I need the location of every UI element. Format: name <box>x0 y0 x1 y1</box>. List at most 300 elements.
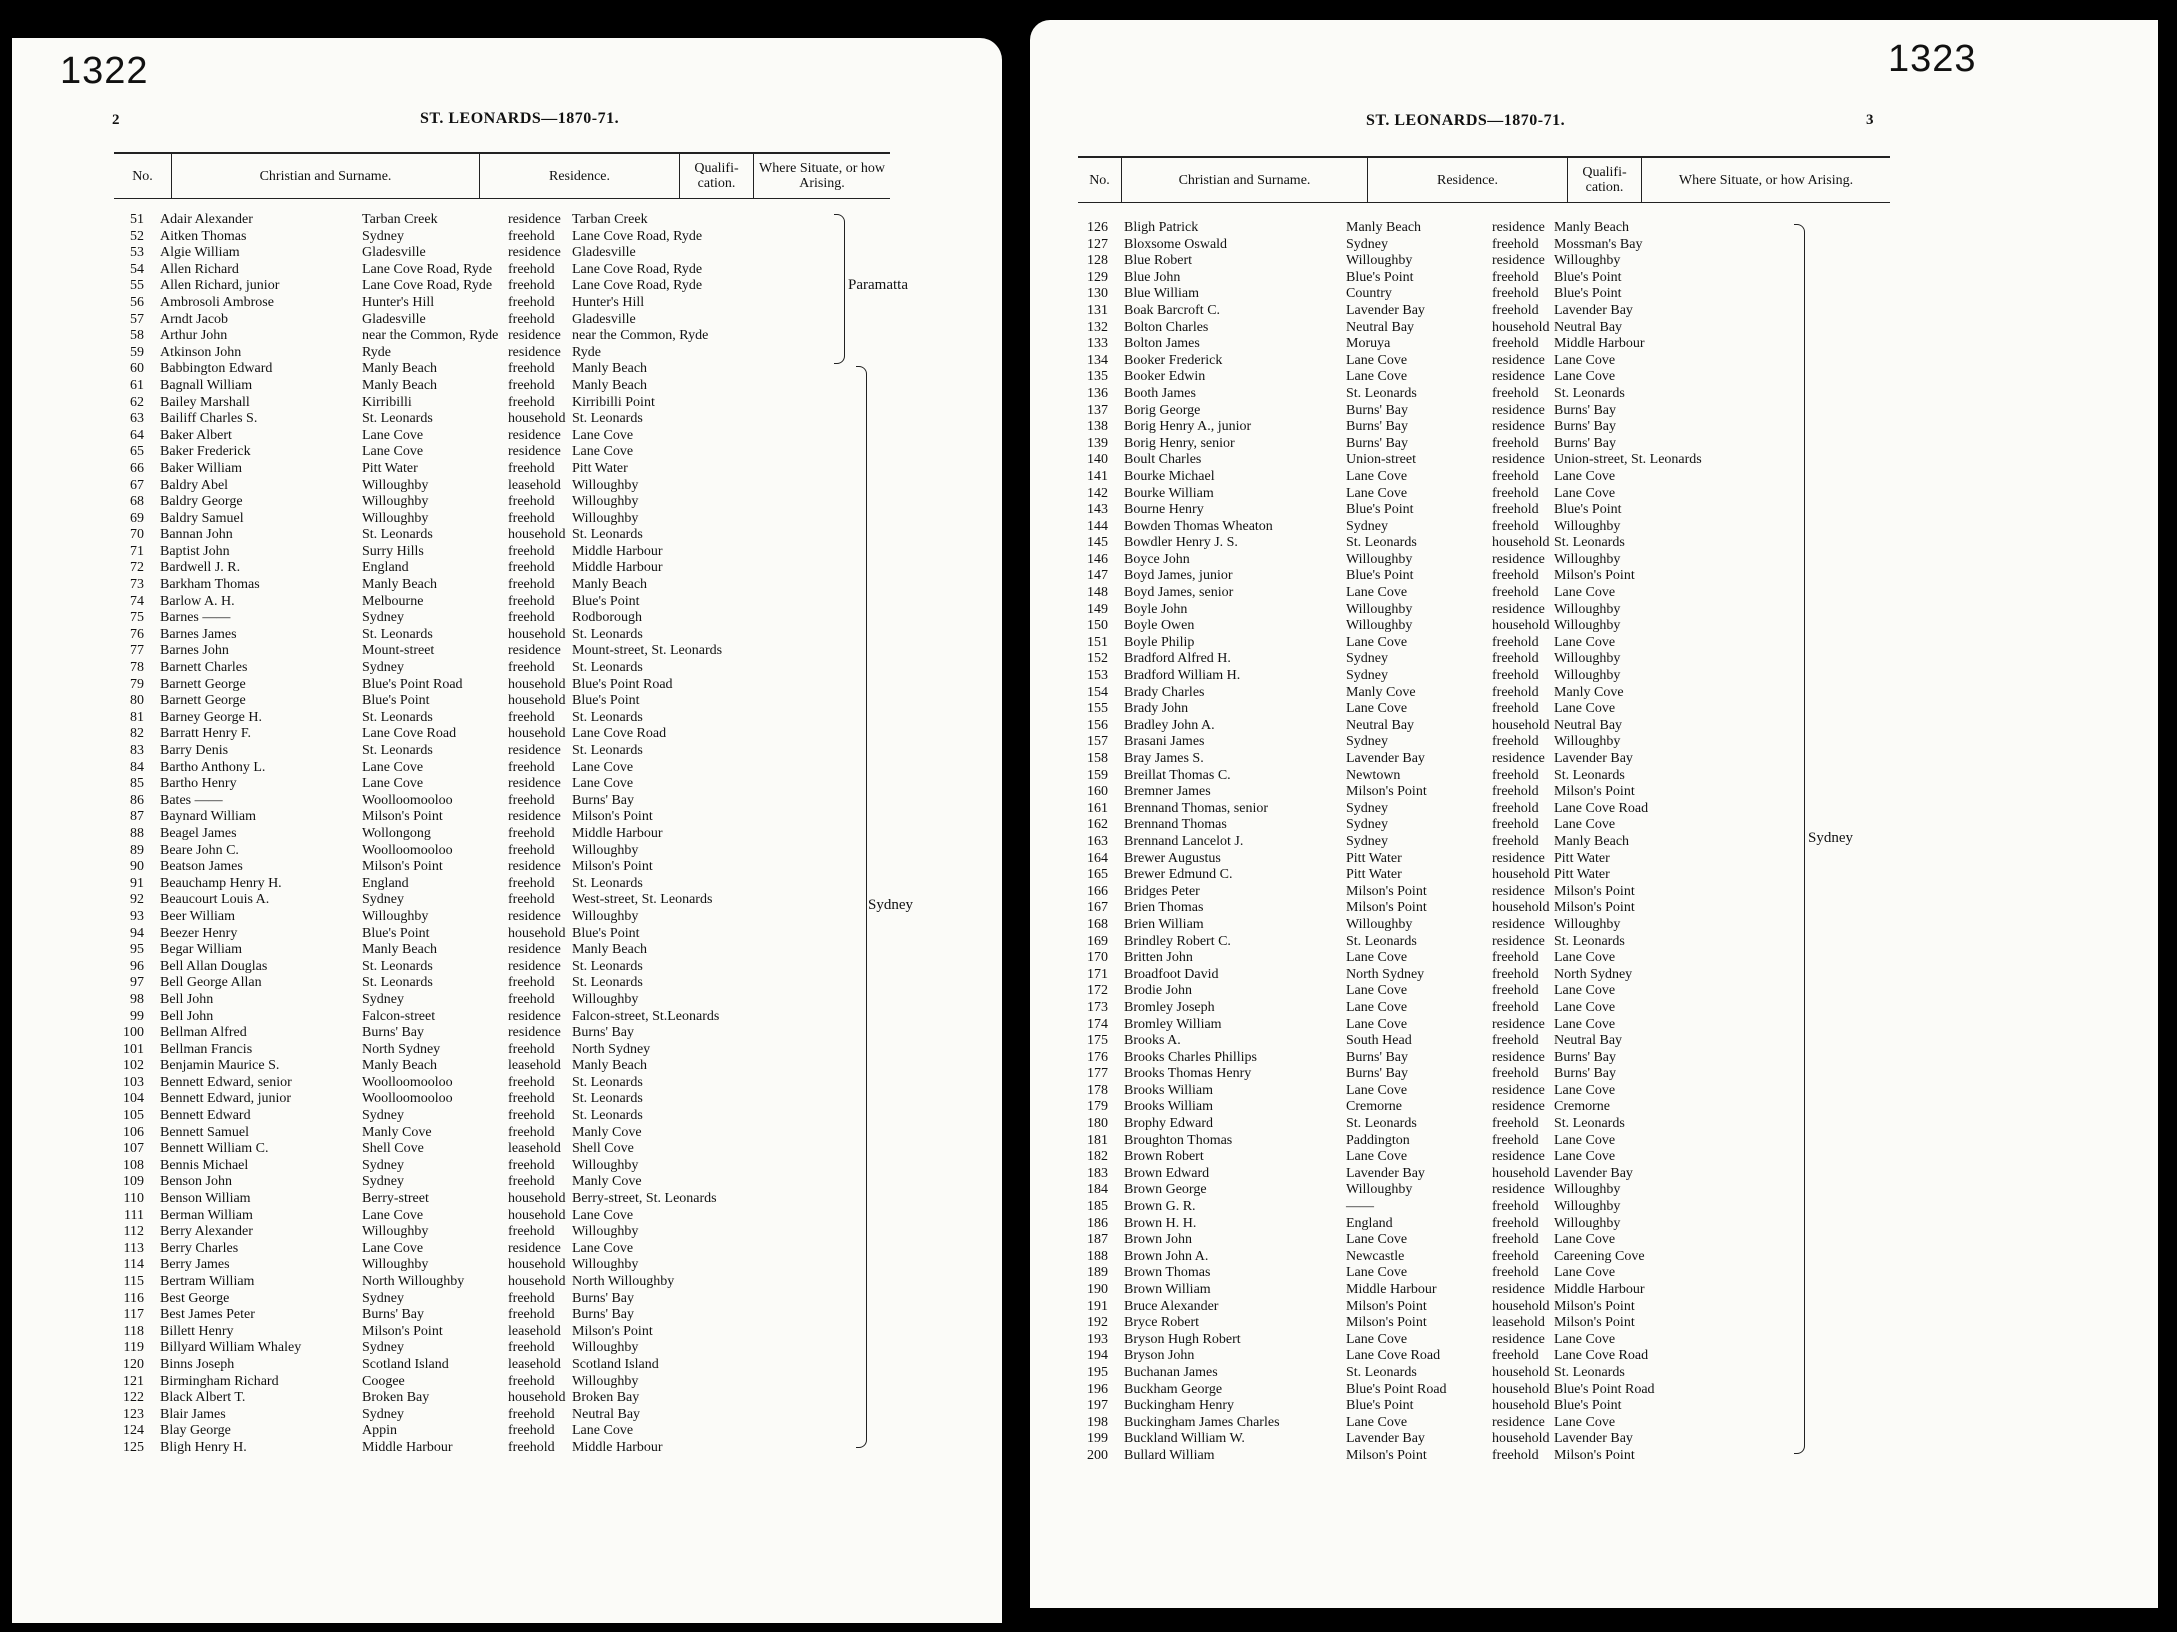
entry-name: Brown Edward <box>1124 1165 1210 1181</box>
entry-qualification: residence <box>508 328 561 344</box>
entry-residence: St. Leonards <box>1346 933 1417 949</box>
entry-qualification: residence <box>508 743 561 758</box>
entry-name: Britten John <box>1124 950 1193 966</box>
list-item <box>1066 535 1806 552</box>
entry-qualification: residence <box>1492 452 1545 468</box>
list-item <box>110 1208 850 1225</box>
entry-name: Berry Alexander <box>160 1224 253 1240</box>
entry-qualification: freehold <box>508 1439 555 1455</box>
entry-residence: Berry-street <box>362 1191 429 1207</box>
entry-where: Scotland Island <box>572 1356 659 1372</box>
entry-where: Willoughby <box>1554 1215 1621 1231</box>
entry-residence: Milson's Point <box>1346 1298 1427 1314</box>
entry-number: 171 <box>1087 966 1108 982</box>
entry-where: Willoughby <box>1554 253 1621 269</box>
entry-name: Allen Richard, junior <box>160 278 280 294</box>
entry-name: Brown George <box>1124 1182 1207 1198</box>
entry-where: Lane Cove <box>1554 999 1616 1015</box>
list-item <box>1066 1066 1806 1083</box>
list-item <box>1066 1099 1806 1116</box>
entry-residence: Burns' Bay <box>362 1307 425 1323</box>
entry-residence: Pitt Water <box>1346 850 1402 866</box>
entry-qualification: freehold <box>1492 784 1539 800</box>
entry-where: St. Leonards <box>1554 535 1625 551</box>
entry-residence: Mount-street <box>362 643 435 659</box>
list-item <box>110 1407 850 1424</box>
entry-qualification: household <box>508 1257 566 1273</box>
list-item <box>110 1390 850 1407</box>
entry-qualification: freehold <box>508 510 555 526</box>
entry-name: Bligh Henry H. <box>160 1439 247 1455</box>
entry-residence: Lane Cove <box>1346 1016 1408 1032</box>
entry-where: Blue's Point <box>1554 502 1622 518</box>
list-item <box>110 1174 850 1191</box>
entry-qualification: freehold <box>1492 236 1539 252</box>
entry-qualification: freehold <box>508 543 555 559</box>
entry-where: Burns' Bay <box>1554 402 1617 418</box>
entry-qualification: freehold <box>508 1091 555 1107</box>
entry-residence: Lane Cove <box>1346 352 1408 368</box>
entry-number: 165 <box>1087 867 1108 883</box>
entry-name: Brien William <box>1124 916 1204 932</box>
entry-where: Willoughby <box>572 1257 639 1273</box>
entry-name: Brien Thomas <box>1124 900 1204 916</box>
entry-qualification: freehold <box>508 311 555 327</box>
entry-residence: Willoughby <box>362 510 429 526</box>
entry-where: Broken Bay <box>572 1390 640 1406</box>
entry-where: Blue's Point <box>1554 286 1622 302</box>
entry-residence: Wollongong <box>362 825 431 841</box>
entry-residence: St. Leonards <box>1346 1116 1417 1132</box>
entry-residence: Coogee <box>362 1373 405 1389</box>
entry-residence: Lane Cove <box>362 776 424 792</box>
entry-residence: Blue's Point <box>362 925 430 941</box>
entry-name: Brady Charles <box>1124 684 1205 700</box>
list-item <box>1066 336 1806 353</box>
entry-number: 139 <box>1087 435 1108 451</box>
list-item <box>110 1158 850 1175</box>
entry-residence: Lane Cove <box>1346 1082 1408 1098</box>
list-item <box>110 1257 850 1274</box>
right-brace-sydney <box>1794 224 1805 1454</box>
entry-number: 148 <box>1087 585 1108 601</box>
entry-name: Blue William <box>1124 286 1200 302</box>
entry-qualification: freehold <box>508 1074 555 1090</box>
entry-where: Manly Cove <box>572 1174 642 1190</box>
entry-where: Willoughby <box>572 1373 639 1389</box>
header-residence: Residence. <box>480 154 680 198</box>
entry-where: Mount-street, St. Leonards <box>572 643 723 659</box>
entry-where: Cremorne <box>1554 1099 1610 1115</box>
list-item <box>1066 320 1806 337</box>
entry-name: Blue John <box>1124 269 1181 285</box>
list-item <box>110 909 850 926</box>
entry-number: 87 <box>130 809 144 825</box>
entry-number: 183 <box>1087 1165 1108 1181</box>
right-page-stamp: 1323 <box>1888 38 1977 80</box>
entry-where: St. Leonards <box>1554 767 1625 783</box>
entry-where: Willoughby <box>1554 601 1621 617</box>
entry-number: 185 <box>1087 1199 1108 1215</box>
list-item <box>1066 1216 1806 1233</box>
entry-residence: Blue's Point <box>1346 1398 1414 1414</box>
list-item <box>110 1423 850 1440</box>
entry-qualification: freehold <box>508 361 555 377</box>
entry-where: near the Common, Ryde <box>572 328 709 344</box>
entry-name: Benson William <box>160 1191 251 1207</box>
list-item <box>1066 486 1806 503</box>
entry-qualification: residence <box>1492 1414 1545 1430</box>
entry-where: Burns' Bay <box>1554 419 1617 435</box>
entry-number: 92 <box>130 892 144 908</box>
list-item <box>110 776 850 793</box>
entry-residence: Lane Cove <box>362 759 424 775</box>
entry-residence: Sydney <box>362 610 404 626</box>
header-residence: Residence. <box>1368 158 1568 202</box>
entry-residence: Sydney <box>1346 236 1388 252</box>
list-item <box>110 876 850 893</box>
entry-where: Burns' Bay <box>572 792 635 808</box>
entry-residence: Willoughby <box>1346 916 1413 932</box>
entry-number: 112 <box>123 1224 144 1240</box>
entry-number: 100 <box>123 1025 144 1041</box>
entry-qualification: freehold <box>508 1290 555 1306</box>
entry-number: 196 <box>1087 1381 1108 1397</box>
entry-name: Brennand Lancelot J. <box>1124 833 1244 849</box>
entry-number: 145 <box>1087 535 1108 551</box>
entry-name: Brooks Thomas Henry <box>1124 1066 1252 1082</box>
entry-qualification: household <box>1492 900 1550 916</box>
entry-name: Ambrosoli Ambrose <box>160 294 274 310</box>
entry-number: 105 <box>123 1108 144 1124</box>
entry-number: 187 <box>1087 1232 1108 1248</box>
entry-qualification: residence <box>1492 419 1545 435</box>
list-item <box>110 743 850 760</box>
entry-residence: North Sydney <box>362 1041 441 1057</box>
list-item <box>110 594 850 611</box>
entry-name: Brooks Charles Phillips <box>1124 1049 1258 1065</box>
entry-number: 172 <box>1087 983 1108 999</box>
entry-residence: Milson's Point <box>1346 1447 1427 1463</box>
entry-name: Bell John <box>160 991 214 1007</box>
entry-qualification: household <box>1492 1381 1550 1397</box>
entry-where: Willoughby <box>572 991 639 1007</box>
entry-where: Pitt Water <box>1554 850 1610 866</box>
district-label-paramatta: Paramatta <box>848 277 908 293</box>
entry-residence: Lane Cove <box>1346 634 1408 650</box>
entry-number: 106 <box>123 1124 144 1140</box>
entry-number: 101 <box>123 1041 144 1057</box>
entry-name: Baldry Samuel <box>160 510 244 526</box>
entry-qualification: freehold <box>1492 1033 1539 1049</box>
entry-qualification: freehold <box>1492 800 1539 816</box>
entry-name: Boyle John <box>1124 601 1188 617</box>
entry-qualification: freehold <box>508 294 555 310</box>
list-item <box>110 942 850 959</box>
entry-qualification: residence <box>1492 402 1545 418</box>
entry-qualification: freehold <box>508 577 555 593</box>
list-item <box>110 1075 850 1092</box>
entry-qualification: freehold <box>1492 1066 1539 1082</box>
entry-where: Lane Cove <box>1554 1265 1616 1281</box>
entry-residence: Manly Beach <box>1346 220 1422 235</box>
list-item <box>1066 568 1806 585</box>
entry-where: Gladesville <box>572 311 636 327</box>
list-item <box>110 926 850 943</box>
entry-where: Burns' Bay <box>572 1307 635 1323</box>
entry-number: 126 <box>1087 220 1108 235</box>
list-item <box>1066 983 1806 1000</box>
entry-residence: Neutral Bay <box>1346 319 1415 335</box>
list-item <box>110 461 850 478</box>
entry-name: Brown John <box>1124 1232 1193 1248</box>
entry-qualification: residence <box>508 859 561 875</box>
entry-number: 51 <box>130 212 144 227</box>
entry-residence: Tarban Creek <box>362 212 438 227</box>
entry-number: 108 <box>123 1157 144 1173</box>
entry-name: Bennett William C. <box>160 1141 269 1157</box>
entry-where: Lane Cove <box>572 427 634 443</box>
entry-qualification: residence <box>508 444 561 460</box>
list-item <box>110 577 850 594</box>
entry-qualification: residence <box>1492 1099 1545 1115</box>
entry-qualification: household <box>508 411 566 427</box>
left-page-title: ST. LEONARDS—1870-71. <box>420 110 620 127</box>
entry-name: Best James Peter <box>160 1307 255 1323</box>
entry-name: Beer William <box>160 908 235 924</box>
entry-number: 193 <box>1087 1331 1108 1347</box>
entry-where: Careening Cove <box>1554 1248 1645 1264</box>
list-item <box>110 809 850 826</box>
entry-qualification: household <box>1492 867 1550 883</box>
list-item <box>110 1274 850 1291</box>
list-item <box>110 793 850 810</box>
entry-where: Neutral Bay <box>1554 1033 1623 1049</box>
list-item <box>1066 1315 1806 1332</box>
entry-qualification: residence <box>1492 551 1545 567</box>
list-item <box>1066 253 1806 270</box>
entry-residence: Lane Cove <box>1346 1414 1408 1430</box>
entry-name: Allen Richard <box>160 261 239 277</box>
entry-residence: Willoughby <box>362 494 429 510</box>
entry-qualification: freehold <box>508 660 555 676</box>
entry-name: Baldry George <box>160 494 243 510</box>
entry-qualification: freehold <box>508 1373 555 1389</box>
list-item <box>1066 685 1806 702</box>
right-table-header <box>1078 156 1890 203</box>
entry-where: Lane Cove <box>1554 817 1616 833</box>
entry-qualification: freehold <box>508 875 555 891</box>
entry-number: 179 <box>1087 1099 1108 1115</box>
entry-where: Lane Cove Road, Ryde <box>572 278 703 294</box>
list-item <box>110 859 850 876</box>
entry-name: Buckingham James Charles <box>1124 1414 1280 1430</box>
entry-name: Brodie John <box>1124 983 1193 999</box>
list-item <box>1066 1382 1806 1399</box>
entry-name: Bryce Robert <box>1124 1315 1200 1331</box>
entry-residence: Pitt Water <box>1346 867 1402 883</box>
entry-name: Atkinson John <box>160 344 242 360</box>
entry-qualification: household <box>1492 319 1550 335</box>
entry-qualification: residence <box>1492 220 1545 235</box>
entry-name: Bryson John <box>1124 1348 1195 1364</box>
entry-where: Lane Cove Road <box>572 726 667 742</box>
entry-where: Willoughby <box>572 494 639 510</box>
entry-where: Middle Harbour <box>572 543 663 559</box>
entry-where: North Willoughby <box>572 1274 675 1289</box>
entry-qualification: freehold <box>1492 833 1539 849</box>
entry-where: Blue's Point <box>1554 1398 1622 1414</box>
list-item <box>1066 1033 1806 1050</box>
entry-residence: Woolloomooloo <box>362 1074 453 1090</box>
entry-residence: Milson's Point <box>362 809 443 825</box>
entry-qualification: freehold <box>508 377 555 393</box>
entry-where: St. Leonards <box>1554 1364 1625 1380</box>
entry-residence: Country <box>1346 286 1392 302</box>
entry-number: 163 <box>1087 833 1108 849</box>
entry-residence: Neutral Bay <box>1346 717 1415 733</box>
entry-residence: Willoughby <box>1346 253 1413 269</box>
entry-qualification: residence <box>1492 850 1545 866</box>
list-item <box>110 975 850 992</box>
entry-where: Lane Cove <box>1554 1016 1616 1032</box>
entry-residence: Newcastle <box>1346 1248 1405 1264</box>
entry-number: 181 <box>1087 1132 1108 1148</box>
entry-number: 174 <box>1087 1016 1108 1032</box>
entry-name: Baldry Abel <box>160 477 229 493</box>
entry-number: 93 <box>130 908 144 924</box>
entry-number: 188 <box>1087 1248 1108 1264</box>
entry-qualification: residence <box>508 427 561 443</box>
entry-residence: Lavender Bay <box>1346 1431 1425 1447</box>
list-item <box>110 1291 850 1308</box>
list-item <box>110 262 850 279</box>
entry-where: St. Leonards <box>572 1091 643 1107</box>
entry-where: Lane Cove <box>1554 485 1616 501</box>
entry-where: St. Leonards <box>572 626 643 642</box>
entry-name: Aitken Thomas <box>160 228 247 244</box>
entry-where: Willoughby <box>572 908 639 924</box>
entry-residence: Woolloomooloo <box>362 842 453 858</box>
entry-qualification: freehold <box>1492 999 1539 1015</box>
entry-qualification: household <box>1492 1431 1550 1447</box>
entry-qualification: residence <box>508 942 561 958</box>
list-item <box>110 544 850 561</box>
entry-name: Begar William <box>160 942 242 958</box>
entry-qualification: freehold <box>508 1406 555 1422</box>
entry-number: 120 <box>123 1356 144 1372</box>
entry-number: 129 <box>1087 269 1108 285</box>
entry-where: Milson's Point <box>1554 1447 1635 1463</box>
list-item <box>110 444 850 461</box>
entry-number: 99 <box>130 1008 144 1024</box>
entry-residence: Blue's Point <box>1346 269 1414 285</box>
entry-number: 124 <box>123 1423 144 1439</box>
list-item <box>110 1091 850 1108</box>
entry-qualification: residence <box>1492 933 1545 949</box>
entry-number: 114 <box>123 1257 144 1273</box>
list-item <box>110 1191 850 1208</box>
entry-qualification: freehold <box>508 975 555 991</box>
entry-name: Barnett George <box>160 693 246 709</box>
entry-where: Berry-street, St. Leonards <box>572 1191 717 1207</box>
left-table-header <box>114 152 890 199</box>
list-item <box>110 959 850 976</box>
list-item <box>110 494 850 511</box>
entry-where: Lane Cove <box>1554 1132 1616 1148</box>
entry-name: Booker Edwin <box>1124 369 1206 385</box>
entry-name: Beezer Henry <box>160 925 238 941</box>
entry-residence: Lane Cove <box>1346 999 1408 1015</box>
entry-residence: Sydney <box>362 1290 404 1306</box>
entry-residence: Lane Cove <box>362 444 424 460</box>
entry-name: Berry James <box>160 1257 230 1273</box>
list-item <box>110 1374 850 1391</box>
entry-number: 158 <box>1087 751 1108 766</box>
entry-residence: Sydney <box>1346 518 1388 534</box>
entry-residence: St. Leonards <box>1346 535 1417 551</box>
entry-name: Beatson James <box>160 859 243 875</box>
entry-qualification: freehold <box>508 593 555 609</box>
entry-number: 198 <box>1087 1414 1108 1430</box>
entry-where: Milson's Point <box>1554 784 1635 800</box>
entry-number: 98 <box>130 991 144 1007</box>
entry-number: 127 <box>1087 236 1108 252</box>
list-item <box>1066 1199 1806 1216</box>
entry-qualification: freehold <box>508 228 555 244</box>
list-item <box>1066 668 1806 685</box>
entry-name: Bell Allan Douglas <box>160 958 268 974</box>
entry-where: St. Leonards <box>572 875 643 891</box>
entry-residence: Lane Cove <box>1346 369 1408 385</box>
entry-name: Bartho Henry <box>160 776 237 792</box>
entry-qualification: freehold <box>508 1340 555 1356</box>
entry-residence: St. Leonards <box>362 626 433 642</box>
entry-residence: Sydney <box>1346 833 1388 849</box>
entry-where: St. Leonards <box>1554 1116 1625 1132</box>
entry-number: 143 <box>1087 502 1108 518</box>
header-name: Christian and Surname. <box>172 154 480 198</box>
list-item <box>110 511 850 528</box>
list-item <box>110 677 850 694</box>
entry-name: Brooks A. <box>1124 1033 1181 1049</box>
entry-name: Buckingham Henry <box>1124 1398 1235 1414</box>
entry-qualification: freehold <box>1492 1447 1539 1463</box>
entry-number: 80 <box>130 693 144 709</box>
entry-residence: Lavender Bay <box>1346 751 1425 766</box>
list-item <box>110 892 850 909</box>
entry-number: 71 <box>130 543 144 559</box>
entry-where: Blue's Point <box>1554 269 1622 285</box>
entry-name: Brennand Thomas <box>1124 817 1227 833</box>
entry-where: Manly Beach <box>1554 833 1630 849</box>
entry-qualification: freehold <box>1492 568 1539 584</box>
entry-number: 79 <box>130 676 144 692</box>
entry-where: Blue's Point <box>572 593 640 609</box>
entry-where: Willoughby <box>1554 518 1621 534</box>
list-item <box>1066 552 1806 569</box>
entry-residence: St. Leonards <box>362 709 433 725</box>
entry-name: Beauchamp Henry H. <box>160 875 282 891</box>
entry-name: Barlow A. H. <box>160 593 235 609</box>
entry-residence: Sydney <box>362 228 404 244</box>
entry-residence: Appin <box>362 1423 397 1439</box>
list-item <box>110 627 850 644</box>
entry-residence: Sydney <box>1346 800 1388 816</box>
entry-name: Bradley John A. <box>1124 717 1215 733</box>
entry-where: Middle Harbour <box>1554 1282 1645 1297</box>
entry-where: Lane Cove <box>572 444 634 460</box>
